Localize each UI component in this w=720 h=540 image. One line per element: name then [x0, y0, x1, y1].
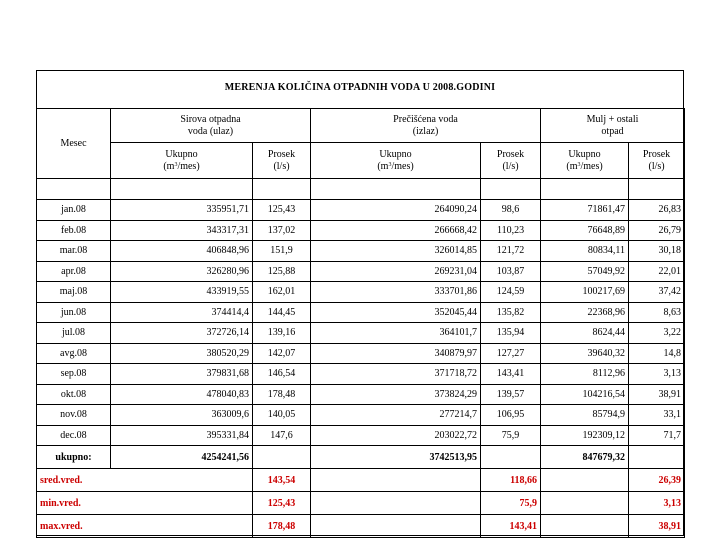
stats-sludge-avg: 26,39: [629, 469, 685, 492]
cell-treated-avg: 110,23: [481, 220, 541, 241]
cell-treated-total: 326014,85: [311, 241, 481, 262]
header-row-groups: [37, 109, 685, 143]
cell-raw-total: 326280,96: [111, 261, 253, 282]
stats-treated-avg: 118,66: [481, 469, 541, 492]
header-raw-avg-label: Prosek: [267, 148, 296, 160]
header-treated-line1: Prečišćena voda: [393, 113, 458, 125]
cell-sludge-total: 100217,69: [541, 282, 629, 303]
cell-raw-avg: 147,6: [253, 425, 311, 446]
cell-raw-avg: 144,45: [253, 302, 311, 323]
header-sludge-line1: Mulj + ostali: [586, 113, 639, 125]
unit-post: /mes): [391, 160, 414, 172]
cell-month: maj.08: [37, 282, 111, 303]
stats-label: min.vred.: [37, 492, 253, 515]
table-row: [37, 364, 685, 385]
cell-sludge-avg: 26,83: [629, 200, 685, 221]
header-sludge-total-unit: [566, 161, 602, 172]
cell-sludge-avg: 14,8: [629, 343, 685, 364]
header-raw-water: [111, 109, 311, 143]
header-raw-total-unit: [163, 161, 199, 172]
cell-treated-total: 266668,42: [311, 220, 481, 241]
table-body: [37, 109, 685, 538]
unit-pre: (m: [566, 160, 578, 172]
cell-raw-avg: 125,88: [253, 261, 311, 282]
cell-sludge-avg: 71,7: [629, 425, 685, 446]
table-row: [37, 282, 685, 303]
cell-raw-avg: 178,48: [253, 384, 311, 405]
table-row: [37, 261, 685, 282]
cell-treated-avg: 124,59: [481, 282, 541, 303]
spacer-cell: [541, 179, 629, 200]
header-sludge-line2: otpad: [601, 125, 624, 137]
stats-empty: [311, 515, 481, 538]
stats-raw-avg: 178,48: [253, 515, 311, 538]
cell-treated-avg: 106,95: [481, 405, 541, 426]
cell-month: dec.08: [37, 425, 111, 446]
cell-sludge-avg: 30,18: [629, 241, 685, 262]
cell-treated-total: 352045,44: [311, 302, 481, 323]
table-row: [37, 302, 685, 323]
stats-label: max.vred.: [37, 515, 253, 538]
cell-month: okt.08: [37, 384, 111, 405]
spacer-cell: [111, 179, 253, 200]
cell-treated-avg: 121,72: [481, 241, 541, 262]
header-treated-avg: [481, 143, 541, 179]
cell-treated-total: 364101,7: [311, 323, 481, 344]
cell-raw-total: 380520,29: [111, 343, 253, 364]
stats-treated-avg: 143,41: [481, 515, 541, 538]
header-sludge-avg: [629, 143, 685, 179]
cell-sludge-avg: 33,1: [629, 405, 685, 426]
cell-treated-avg: 98,6: [481, 200, 541, 221]
cell-treated-avg: 143,41: [481, 364, 541, 385]
cell-treated-total: 269231,04: [311, 261, 481, 282]
header-treated-total: [311, 143, 481, 179]
stats-treated-avg: 75,9: [481, 492, 541, 515]
header-treated-total-label: Ukupno: [379, 148, 412, 160]
unit-sup: 3: [577, 161, 581, 168]
stats-empty: [541, 515, 629, 538]
cell-treated-avg: 127,27: [481, 343, 541, 364]
cell-sludge-avg: 26,79: [629, 220, 685, 241]
cell-raw-avg: 140,05: [253, 405, 311, 426]
cell-month: jan.08: [37, 200, 111, 221]
cell-month: jul.08: [37, 323, 111, 344]
cell-sludge-avg: 3,22: [629, 323, 685, 344]
cell-raw-avg: 125,43: [253, 200, 311, 221]
header-sludge-avg-label: Prosek: [642, 148, 671, 160]
table-row: [37, 384, 685, 405]
header-raw-line1: Sirova otpadna: [180, 113, 241, 125]
cell-sludge-total: 71861,47: [541, 200, 629, 221]
header-sludge-total: [541, 143, 629, 179]
cell-raw-total: 343317,31: [111, 220, 253, 241]
cell-sludge-total: 85794,9: [541, 405, 629, 426]
cell-month: apr.08: [37, 261, 111, 282]
summary-row: [37, 446, 685, 469]
header-row-units: [37, 143, 685, 179]
spacer-cell: [481, 179, 541, 200]
spacer-cell: [311, 179, 481, 200]
cell-sludge-total: 192309,12: [541, 425, 629, 446]
cell-sludge-total: 57049,92: [541, 261, 629, 282]
header-raw-avg: [253, 143, 311, 179]
cell-sludge-total: 8624,44: [541, 323, 629, 344]
cell-month: mar.08: [37, 241, 111, 262]
cell-treated-avg: 135,82: [481, 302, 541, 323]
cell-treated-avg: 135,94: [481, 323, 541, 344]
cell-raw-avg: 162,01: [253, 282, 311, 303]
summary-empty: [253, 446, 311, 469]
cell-sludge-total: 39640,32: [541, 343, 629, 364]
stats-empty: [311, 469, 481, 492]
stats-empty: [311, 492, 481, 515]
header-raw-avg-unit: (l/s): [273, 160, 290, 172]
cell-treated-total: 333701,86: [311, 282, 481, 303]
stats-raw-avg: 143,54: [253, 469, 311, 492]
unit-post: /mes): [177, 160, 200, 172]
summary-label: ukupno:: [37, 446, 111, 469]
cell-raw-total: 478040,83: [111, 384, 253, 405]
header-treated-line2: (izlaz): [412, 125, 439, 137]
cell-raw-total: 379831,68: [111, 364, 253, 385]
header-treated-total-unit: [377, 161, 413, 172]
cell-treated-total: 203022,72: [311, 425, 481, 446]
cell-sludge-avg: 37,42: [629, 282, 685, 303]
unit-pre: (m: [163, 160, 175, 172]
cell-raw-total: 372726,14: [111, 323, 253, 344]
header-month: [37, 109, 111, 179]
cell-treated-total: 277214,7: [311, 405, 481, 426]
header-raw-total-label: Ukupno: [165, 148, 198, 160]
cell-sludge-total: 104216,54: [541, 384, 629, 405]
cell-raw-avg: 146,54: [253, 364, 311, 385]
header-sludge: [541, 109, 685, 143]
table-row: [37, 220, 685, 241]
cell-treated-avg: 75,9: [481, 425, 541, 446]
spacer-cell: [629, 179, 685, 200]
stats-label: sred.vred.: [37, 469, 253, 492]
cell-treated-total: 264090,24: [311, 200, 481, 221]
stats-raw-avg: 125,43: [253, 492, 311, 515]
unit-pre: (m: [377, 160, 389, 172]
cell-treated-avg: 139,57: [481, 384, 541, 405]
header-sludge-total-label: Ukupno: [568, 148, 601, 160]
summary-treated-total: 3742513,95: [311, 446, 481, 469]
summary-sludge-total: 847679,32: [541, 446, 629, 469]
cell-treated-total: 373824,29: [311, 384, 481, 405]
table-row: [37, 425, 685, 446]
stats-row: [37, 469, 685, 492]
stats-sludge-avg: 3,13: [629, 492, 685, 515]
cell-raw-total: 395331,84: [111, 425, 253, 446]
header-treated-water: [311, 109, 541, 143]
stats-row: [37, 515, 685, 538]
cell-month: nov.08: [37, 405, 111, 426]
header-sludge-avg-unit: (l/s): [648, 160, 665, 172]
table-row: [37, 323, 685, 344]
cell-month: jun.08: [37, 302, 111, 323]
unit-sup: 3: [388, 161, 392, 168]
cell-sludge-total: 8112,96: [541, 364, 629, 385]
cell-sludge-total: 22368,96: [541, 302, 629, 323]
cell-month: avg.08: [37, 343, 111, 364]
table-row: [37, 241, 685, 262]
cell-raw-avg: 142,07: [253, 343, 311, 364]
cell-month: sep.08: [37, 364, 111, 385]
stats-row: [37, 492, 685, 515]
cell-raw-total: 335951,71: [111, 200, 253, 221]
cell-treated-avg: 103,87: [481, 261, 541, 282]
cell-sludge-total: 80834,11: [541, 241, 629, 262]
header-month-label: Mesec: [60, 137, 87, 149]
summary-raw-total: 4254241,56: [111, 446, 253, 469]
stats-empty: [541, 469, 629, 492]
stats-sludge-avg: 38,91: [629, 515, 685, 538]
spacer-cell: [253, 179, 311, 200]
cell-sludge-avg: 22,01: [629, 261, 685, 282]
header-spacer-row: [37, 179, 685, 200]
wastewater-table: [36, 108, 685, 538]
cell-raw-avg: 139,16: [253, 323, 311, 344]
cell-month: feb.08: [37, 220, 111, 241]
table-row: [37, 405, 685, 426]
spacer-cell: [37, 179, 111, 200]
unit-post: /mes): [580, 160, 603, 172]
summary-empty: [629, 446, 685, 469]
cell-raw-avg: 137,02: [253, 220, 311, 241]
cell-raw-total: 433919,55: [111, 282, 253, 303]
header-treated-avg-label: Prosek: [496, 148, 525, 160]
table-row: [37, 200, 685, 221]
cell-sludge-avg: 38,91: [629, 384, 685, 405]
header-treated-avg-unit: (l/s): [502, 160, 519, 172]
cell-sludge-total: 76648,89: [541, 220, 629, 241]
unit-sup: 3: [174, 161, 178, 168]
cell-sludge-avg: 8,63: [629, 302, 685, 323]
summary-empty: [481, 446, 541, 469]
cell-treated-total: 371718,72: [311, 364, 481, 385]
cell-treated-total: 340879,97: [311, 343, 481, 364]
cell-raw-total: 406848,96: [111, 241, 253, 262]
stats-empty: [541, 492, 629, 515]
header-raw-total: [111, 143, 253, 179]
page-title: MERENJA KOLIČINA OTPADNIH VODA U 2008.GODINI: [224, 82, 496, 93]
table-row: [37, 343, 685, 364]
cell-raw-total: 363009,6: [111, 405, 253, 426]
cell-sludge-avg: 3,13: [629, 364, 685, 385]
cell-raw-total: 374414,4: [111, 302, 253, 323]
cell-raw-avg: 151,9: [253, 241, 311, 262]
header-raw-line2: voda (ulaz): [187, 125, 234, 137]
